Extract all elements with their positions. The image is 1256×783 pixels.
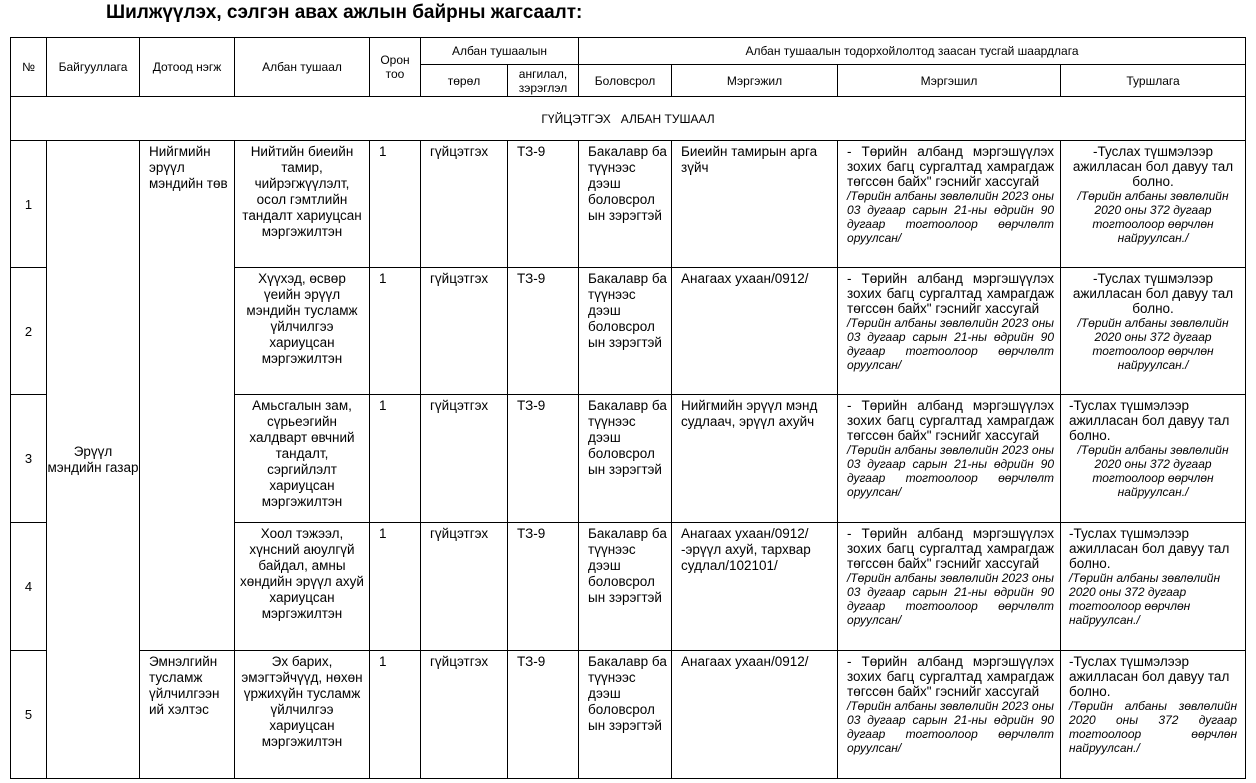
- profession-cell: Анагаах ухаан/0912/ -эрүүл ахуй, тархвар судлал/102101/: [672, 523, 838, 651]
- skill-cell: [838, 268, 1061, 395]
- count-cell: 1: [370, 395, 421, 523]
- position-cell: Амьсгалын зам, сүрьеэгийн халдварт өвчний тандалт, сэргийлэлт хариуцсан мэргэжилтэн: [235, 395, 370, 523]
- skill-text: - Төрийн албанд мэргэшүүлэх зохих багц сургалтад хамрагдаж төгссөн байх" гэснийг хассугай: [847, 398, 1055, 443]
- header-org: Байгууллага: [47, 38, 140, 97]
- experience-cell: [1061, 651, 1246, 779]
- skill-text: - Төрийн албанд мэргэшүүлэх зохих багц сургалтад хамрагдаж төгссөн байх" гэснийг хассугай: [847, 144, 1055, 189]
- skill-cell: [838, 141, 1061, 268]
- type-cell: гүйцэтгэх: [421, 523, 508, 651]
- experience-note: /Төрийн албаны зөвлөлийн 2020 оны 372 дугаар тогтоолоор өөрчлөн найруулсан./: [1069, 571, 1221, 627]
- grade-cell: ТЗ-9: [508, 523, 579, 651]
- experience-cell: [1061, 268, 1246, 395]
- skill-note: /Төрийн албаны зөвлөлийн 2023 оны 03 дугаар сарын 21-ны өдрийн 90 дугаар тогтоолоор өөрчлөлт оруулсан/: [847, 189, 1055, 245]
- skill-note: /Төрийн албаны зөвлөлийн 2023 оны 03 дугаар сарын 21-ны өдрийн 90 дугаар тогтоолоор өөрчлөлт оруулсан/: [847, 316, 1055, 372]
- section-title-text: ГҮЙЦЭТГЭХ АЛБАН ТУШААЛ: [541, 111, 715, 126]
- experience-note: /Төрийн албаны зөвлөлийн 2020 оны 372 дугаар тогтоолоор өөрчлөн найруулсан./: [1069, 699, 1238, 755]
- header-type: төрөл: [421, 65, 508, 97]
- experience-text: -Туслах түшмэлээр ажилласан бол давуу тал болно.: [1072, 271, 1234, 316]
- header-count: Орон тоо: [370, 38, 421, 97]
- experience-cell: [1061, 141, 1246, 268]
- count-cell: 1: [370, 651, 421, 779]
- header-position: Албан тушаал: [235, 38, 370, 97]
- experience-cell: [1061, 523, 1246, 651]
- organization-cell: Эрүүл мэндийн газар: [47, 141, 140, 779]
- education-cell: Бакалавр ба түүнээс дээш боловсрол ын зэрэгтэй: [579, 141, 672, 268]
- header-no: №: [11, 38, 47, 97]
- position-cell: Эх барих, эмэгтэйчүүд, нөхөн үржихүйн тусламж үйлчилгээ хариуцсан мэргэжилтэн: [235, 651, 370, 779]
- experience-note: /Төрийн албаны зөвлөлийн 2020 оны 372 дугаар тогтоолоор өөрчлөн найруулсан./: [1077, 189, 1229, 245]
- vacancy-table: [10, 37, 1246, 779]
- header-position-group: Албан тушаалын: [421, 38, 579, 65]
- experience-note: /Төрийн албаны зөвлөлийн 2020 оны 372 дугаар тогтоолоор өөрчлөн найруулсан./: [1077, 443, 1229, 499]
- skill-cell: [838, 395, 1061, 523]
- skill-text: - Төрийн албанд мэргэшүүлэх зохих багц сургалтад хамрагдаж төгссөн байх" гэснийг хассугай: [847, 271, 1055, 316]
- position-cell: Хүүхэд, өсвөр үеийн эрүүл мэндийн тусламж үйлчилгээ хариуцсан мэргэжилтэн: [235, 268, 370, 395]
- skill-text: - Төрийн албанд мэргэшүүлэх зохих багц сургалтад хамрагдаж төгссөн байх" гэснийг хассугай: [847, 526, 1055, 571]
- count-cell: 1: [370, 523, 421, 651]
- header-profession: Мэргэжил: [672, 65, 838, 97]
- profession-cell: Анагаах ухаан/0912/: [672, 268, 838, 395]
- experience-text: -Туслах түшмэлээр ажилласан бол давуу тал болно.: [1072, 144, 1234, 189]
- header-unit: Дотоод нэгж: [140, 38, 235, 97]
- header-education: Боловсрол: [579, 65, 672, 97]
- type-cell: гүйцэтгэх: [421, 141, 508, 268]
- skill-cell: [838, 651, 1061, 779]
- position-cell: Нийтийн биеийн тамир, чийрэгжүүлэлт, осол гэмтлийн тандалт хариуцсан мэргэжилтэн: [235, 141, 370, 268]
- experience-text: -Туслах түшмэлээр ажилласан бол давуу тал болно.: [1069, 526, 1230, 571]
- profession-cell: Анагаах ухаан/0912/: [672, 651, 838, 779]
- grade-cell: ТЗ-9: [508, 141, 579, 268]
- table-row: [11, 141, 1246, 268]
- profession-cell: Нийгмийн эрүүл мэнд судлаач, эрүүл ахуйч: [672, 395, 838, 523]
- row-number: 1: [11, 141, 47, 268]
- header-grade: ангилал, зэрэглэл: [508, 65, 579, 97]
- type-cell: гүйцэтгэх: [421, 651, 508, 779]
- row-number: 4: [11, 523, 47, 651]
- skill-note: /Төрийн албаны зөвлөлийн 2023 оны 03 дугаар сарын 21-ны өдрийн 90 дугаар тогтоолоор өөрчлөлт оруулсан/: [847, 443, 1055, 499]
- skill-text: - Төрийн албанд мэргэшүүлэх зохих багц сургалтад хамрагдаж төгссөн байх" гэснийг хассугай: [847, 654, 1055, 699]
- row-number: 5: [11, 651, 47, 779]
- experience-text: -Туслах түшмэлээр ажилласан бол давуу тал болно.: [1069, 654, 1230, 699]
- type-cell: гүйцэтгэх: [421, 268, 508, 395]
- row-number: 3: [11, 395, 47, 523]
- education-cell: Бакалавр ба түүнээс дээш боловсрол ын зэрэгтэй: [579, 651, 672, 779]
- education-cell: Бакалавр ба түүнээс дээш боловсрол ын зэрэгтэй: [579, 395, 672, 523]
- skill-note: /Төрийн албаны зөвлөлийн 2023 оны 03 дугаар сарын 21-ны өдрийн 90 дугаар тогтоолоор өөрчлөлт оруулсан/: [847, 571, 1055, 627]
- header-requirements-group: Албан тушаалын тодорхойлолтод заасан тусгай шаардлага: [579, 38, 1246, 65]
- header-row-1: [11, 38, 1246, 65]
- header-experience: Туршлага: [1061, 65, 1246, 97]
- education-cell: Бакалавр ба түүнээс дээш боловсрол ын зэрэгтэй: [579, 268, 672, 395]
- profession-cell: Биеийн тамирын арга зүйч: [672, 141, 838, 268]
- header-skill: Мэргэшил: [838, 65, 1061, 97]
- grade-cell: ТЗ-9: [508, 651, 579, 779]
- position-cell: Хоол тэжээл, хүнсний аюулгүй байдал, амны хөндийн эрүүл ахуй хариуцсан мэргэжилтэн: [235, 523, 370, 651]
- table-row: [11, 651, 1246, 779]
- grade-cell: ТЗ-9: [508, 395, 579, 523]
- experience-note: /Төрийн албаны зөвлөлийн 2020 оны 372 дугаар тогтоолоор өөрчлөн найруулсан./: [1077, 316, 1229, 372]
- experience-cell: [1061, 395, 1246, 523]
- skill-note: /Төрийн албаны зөвлөлийн 2023 оны 03 дугаар сарын 21-ны өдрийн 90 дугаар тогтоолоор өөрчлөлт оруулсан/: [847, 699, 1055, 755]
- count-cell: 1: [370, 141, 421, 268]
- skill-cell: [838, 523, 1061, 651]
- type-cell: гүйцэтгэх: [421, 395, 508, 523]
- experience-text: -Туслах түшмэлээр ажилласан бол давуу тал болно.: [1069, 398, 1230, 443]
- row-number: 2: [11, 268, 47, 395]
- page-title: Шилжүүлэх, сэлгэн авах ажлын байрны жагсаалт:: [106, 2, 583, 23]
- grade-cell: ТЗ-9: [508, 268, 579, 395]
- education-cell: Бакалавр ба түүнээс дээш боловсрол ын зэрэгтэй: [579, 523, 672, 651]
- unit-cell: Нийгмийн эрүүл мэндийн төв: [140, 141, 235, 651]
- section-row: [11, 97, 1246, 141]
- count-cell: 1: [370, 268, 421, 395]
- section-title: [11, 97, 1246, 141]
- unit-cell: Эмнэлгийн тусламж үйлчилгээн ий хэлтэс: [140, 651, 235, 779]
